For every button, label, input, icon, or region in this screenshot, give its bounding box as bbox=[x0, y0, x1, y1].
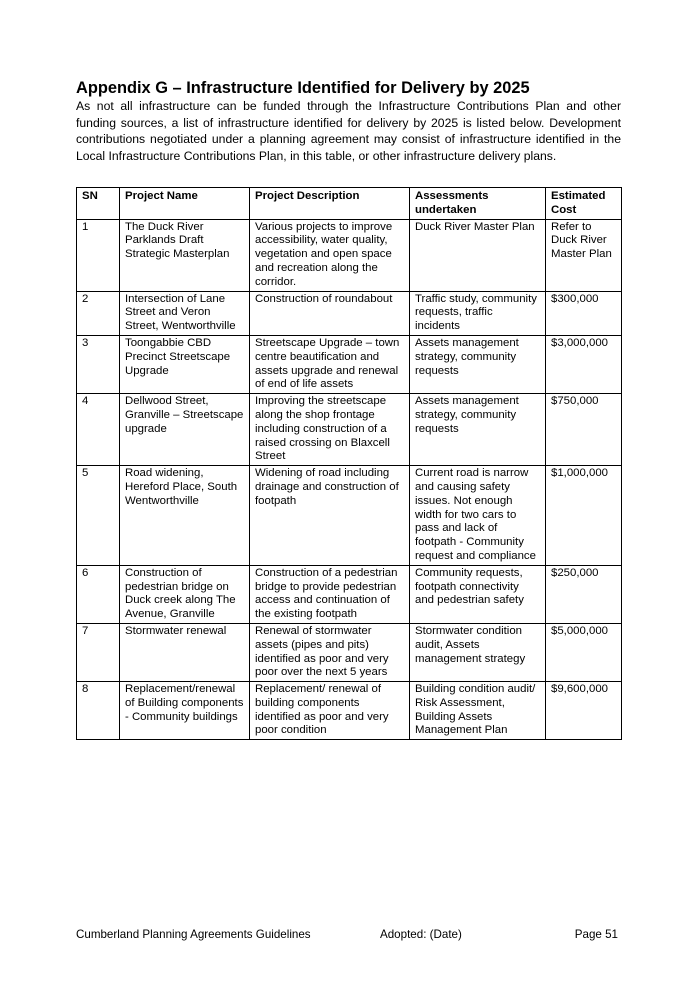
cell-project-name: Dellwood Street, Granville – Streetscape upgrade bbox=[120, 394, 250, 466]
table-row bbox=[77, 219, 622, 291]
footer-adopted-date: Adopted: (Date) bbox=[380, 928, 462, 941]
cell-assessments: Traffic study, community requests, traffic incidents bbox=[410, 291, 546, 335]
cell-project-description: Replacement/ renewal of building components identified as poor and very poor condition bbox=[250, 682, 410, 740]
cell-project-name: Replacement/renewal of Building components - Community buildings bbox=[120, 682, 250, 740]
page-title: Appendix G – Infrastructure Identified for Delivery by 2025 bbox=[76, 79, 530, 97]
cell-project-name: Intersection of Lane Street and Veron Street, Wentworthville bbox=[120, 291, 250, 335]
cell-assessments: Assets management strategy, community requests bbox=[410, 335, 546, 393]
cell-assessments: Community requests, footpath connectivity and pedestrian safety bbox=[410, 565, 546, 623]
cell-sn: 4 bbox=[77, 394, 120, 466]
cell-estimated-cost: $300,000 bbox=[546, 291, 622, 335]
cell-project-name: The Duck River Parklands Draft Strategic Masterplan bbox=[120, 219, 250, 291]
cell-assessments: Duck River Master Plan bbox=[410, 219, 546, 291]
cell-project-description: Streetscape Upgrade – town centre beautification and assets upgrade and renewal of end of life assets bbox=[250, 335, 410, 393]
header-estimated-cost: Estimated Cost bbox=[546, 188, 622, 220]
table-row bbox=[77, 565, 622, 623]
cell-project-name: Toongabbie CBD Precinct Streetscape Upgrade bbox=[120, 335, 250, 393]
cell-estimated-cost: $5,000,000 bbox=[546, 623, 622, 681]
cell-sn: 7 bbox=[77, 623, 120, 681]
table-row bbox=[77, 682, 622, 740]
cell-project-description: Construction of a pedestrian bridge to provide pedestrian access and continuation of the existing footpath bbox=[250, 565, 410, 623]
cell-project-name: Stormwater renewal bbox=[120, 623, 250, 681]
table-header-row bbox=[77, 188, 622, 220]
cell-project-description: Improving the streetscape along the shop frontage including construction of a raised crossing on Blaxcell Street bbox=[250, 394, 410, 466]
cell-estimated-cost: $9,600,000 bbox=[546, 682, 622, 740]
cell-project-name: Road widening, Hereford Place, South Wentworthville bbox=[120, 466, 250, 566]
cell-project-description: Renewal of stormwater assets (pipes and pits) identified as poor and very poor over the next 5 years bbox=[250, 623, 410, 681]
infrastructure-table bbox=[76, 187, 622, 740]
cell-assessments: Current road is narrow and causing safety issues. Not enough width for two cars to pass and lack of footpath - Community request and compliance bbox=[410, 466, 546, 566]
table-row bbox=[77, 623, 622, 681]
cell-sn: 3 bbox=[77, 335, 120, 393]
cell-project-name: Construction of pedestrian bridge on Duck creek along The Avenue, Granville bbox=[120, 565, 250, 623]
cell-project-description: Various projects to improve accessibility, water quality, vegetation and open space and recreation along the corridor. bbox=[250, 219, 410, 291]
table-row bbox=[77, 394, 622, 466]
table-row bbox=[77, 466, 622, 566]
header-project-name: Project Name bbox=[120, 188, 250, 220]
cell-estimated-cost: $750,000 bbox=[546, 394, 622, 466]
cell-estimated-cost: $3,000,000 bbox=[546, 335, 622, 393]
footer-page-number: Page 51 bbox=[574, 928, 618, 941]
cell-assessments: Building condition audit/ Risk Assessment, Building Assets Management Plan bbox=[410, 682, 546, 740]
header-project-description: Project Description bbox=[250, 188, 410, 220]
intro-paragraph: As not all infrastructure can be funded through the Infrastructure Contributions Plan and other funding sources, a list of infrastructure identified for delivery by 2025 is listed below. Development contributions negotiated under a planning agreement may consist of infrastructure identified in the Local Infrastructure Contributions Plan, in this table, or other infrastructure delivery plans. bbox=[76, 99, 621, 163]
cell-estimated-cost: $250,000 bbox=[546, 565, 622, 623]
cell-project-description: Widening of road including drainage and construction of footpath bbox=[250, 466, 410, 566]
cell-assessments: Stormwater condition audit, Assets management strategy bbox=[410, 623, 546, 681]
table-row bbox=[77, 335, 622, 393]
cell-sn: 2 bbox=[77, 291, 120, 335]
cell-assessments: Assets management strategy, community requests bbox=[410, 394, 546, 466]
cell-estimated-cost: $1,000,000 bbox=[546, 466, 622, 566]
cell-sn: 6 bbox=[77, 565, 120, 623]
header-assessments: Assessments undertaken bbox=[410, 188, 546, 220]
table-row bbox=[77, 291, 622, 335]
cell-sn: 8 bbox=[77, 682, 120, 740]
cell-project-description: Construction of roundabout bbox=[250, 291, 410, 335]
cell-sn: 1 bbox=[77, 219, 120, 291]
cell-estimated-cost: Refer to Duck River Master Plan bbox=[546, 219, 622, 291]
cell-sn: 5 bbox=[77, 466, 120, 566]
footer-document-title: Cumberland Planning Agreements Guidelines bbox=[76, 928, 311, 941]
header-sn: SN bbox=[77, 188, 120, 220]
